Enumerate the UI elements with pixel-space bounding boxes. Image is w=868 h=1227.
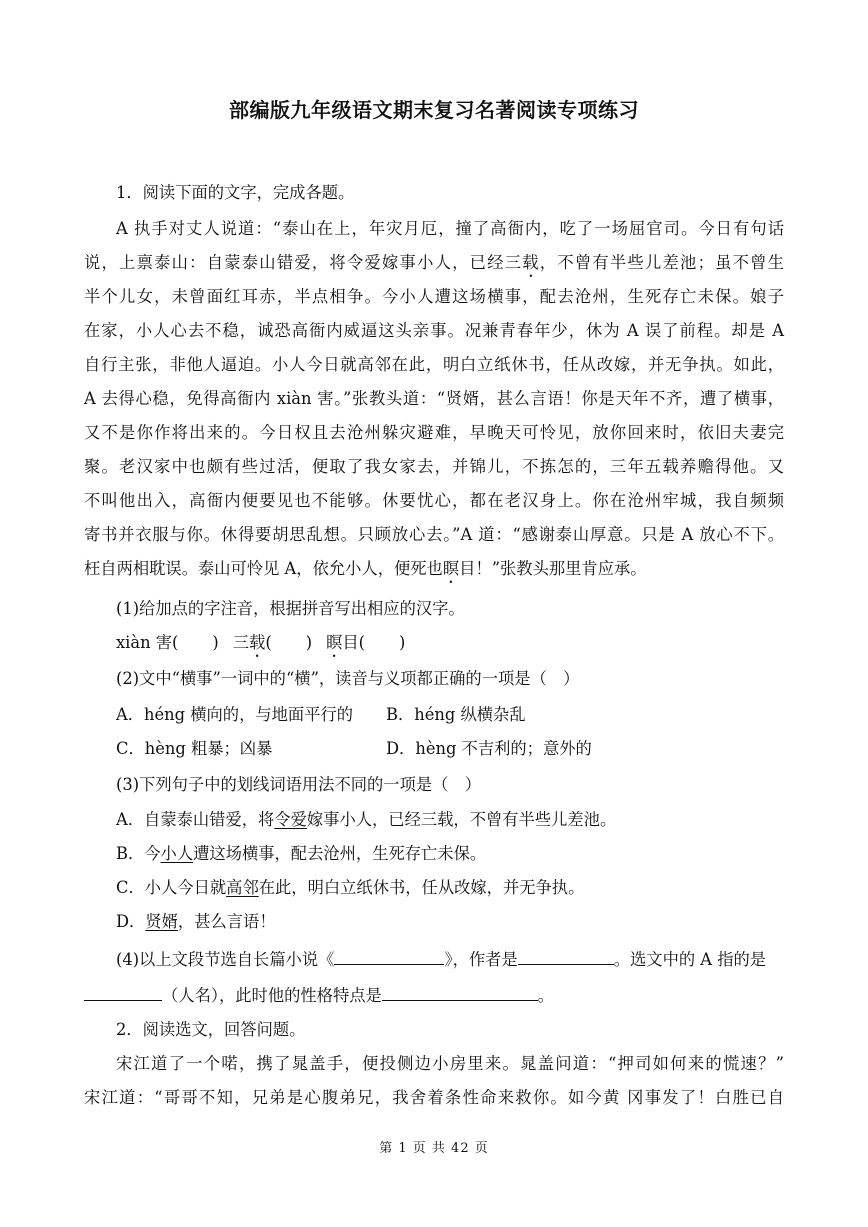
answer-blank[interactable] [518, 946, 614, 965]
passage-line: 宋江道：“哥哥不知，兄弟是心腹弟兄，我舍着条性命来救你。如今黄 冈事发了！白胜已自 [84, 1088, 784, 1107]
option-c: C．hèng 粗暴；凶暴 [116, 739, 273, 758]
passage-line: 自行主张，非他人逼迫。小人今日就高邻在此，明白立纸休书，任从改嫁，并无争执。如此， [84, 355, 784, 374]
option-c: C．小人今日就高邻在此，明白立纸休书，任从改嫁，并无争执。 [116, 878, 585, 897]
dotted-char: 瞑 [442, 559, 460, 578]
page-title: 部编版九年级语文期末复习名著阅读专项练习 [229, 98, 639, 122]
sub-question-1-items: xiàn 害( ) 三载( ) 瞑目( ) [116, 633, 406, 652]
passage-line: 寄书并衣服与你。休得要胡思乱想。只顾放心去。”A 道：“感谢泰山厚意。只是 A 放心不下。 [84, 525, 784, 544]
passage-line: 半个儿女，未曾面红耳赤，半点相争。今小人遭这场横事，配去沧州，生死存亡未保。娘子 [84, 287, 784, 306]
sub-question-2-stem: (2)文中“横事”一词中的“横”，读音与义项都正确的一项是（ ） [116, 669, 580, 688]
passage-line: 宋江道了一个喏，携了晁盖手，便投侧边小房里来。晁盖问道：“押司如何来的慌速？” [116, 1054, 784, 1073]
passage-line: 枉自两相耽误。泰山可怜见 A，依允小人，便死也瞑目！”张教头那里肯应承。 [84, 559, 647, 578]
passage-line: 又不是你作将出来的。今日权且去沧州躲灾避难，早晚天可怜见，放你回来时，依旧夫妻完 [84, 423, 784, 442]
passage-line: A 去得心稳，免得高衙内 xiàn 害。”张教头道：“贤婿，甚么言语！你是天年不齐，遭了横事， [84, 389, 784, 408]
passage-line: 不叫他出入，高衙内便要见也不能够。休要忧心，都在老汉身上。你在沧州牢城，我自频频 [84, 491, 784, 510]
option-a: A．自蒙泰山错爱，将令爱嫁事小人，已经三载，不曾有半些儿差池。 [116, 810, 617, 829]
answer-blank[interactable] [84, 982, 162, 1001]
answer-blank[interactable] [334, 946, 444, 965]
option-d: D．贤婿，甚么言语！ [116, 912, 276, 931]
answer-blank[interactable] [382, 982, 538, 1001]
option-a: A．héng 横向的，与地面平行的 [116, 705, 354, 724]
sub-question-3-stem: (3)下列句子中的划线词语用法不同的一项是（ ） [116, 775, 481, 794]
sub-question-4-line2: （人名），此时他的性格特点是 。 [84, 982, 554, 1008]
dotted-char: 瞑 [326, 633, 343, 652]
passage-line: 说，上禀泰山：自蒙泰山错爱，将令爱嫁事小人，已经三载，不曾有半些儿差池；虽不曾生 [84, 253, 784, 272]
passage-line: 在家，小人心去不稳，诚恐高衙内威逼这头亲事。况兼青春年少，休为 A 误了前程。却是 A [84, 321, 784, 340]
option-b: B．héng 纵横杂乱 [386, 705, 526, 724]
question-1-prompt: 1．阅读下面的文字，完成各题。 [116, 183, 355, 202]
sub-question-4-line1: (4)以上文段节选自长篇小说《 》，作者是 。选文中的 A 指的是 [116, 946, 766, 972]
option-b: B．今小人遭这场横事，配去沧州，生死存亡未保。 [116, 844, 487, 863]
sub-question-1-stem: (1)给加点的字注音，根据拼音写出相应的汉字。 [116, 599, 465, 618]
page-footer: 第 1 页 共 42 页 [379, 1141, 489, 1156]
dotted-char: 载 [249, 633, 266, 652]
dotted-char: 载 [522, 253, 540, 272]
question-2-prompt: 2．阅读选文，回答问题。 [116, 1020, 306, 1039]
passage-line: 聚。老汉家中也颇有些过活，便取了我女家去，并锦儿，不拣怎的，三年五载养赡得他。又 [84, 457, 784, 476]
option-d: D．hèng 不吉利的；意外的 [386, 739, 592, 758]
passage-line: A 执手对丈人说道：“泰山在上，年灾月厄，撞了高衙内，吃了一场屈官司。今日有句话 [116, 219, 784, 238]
